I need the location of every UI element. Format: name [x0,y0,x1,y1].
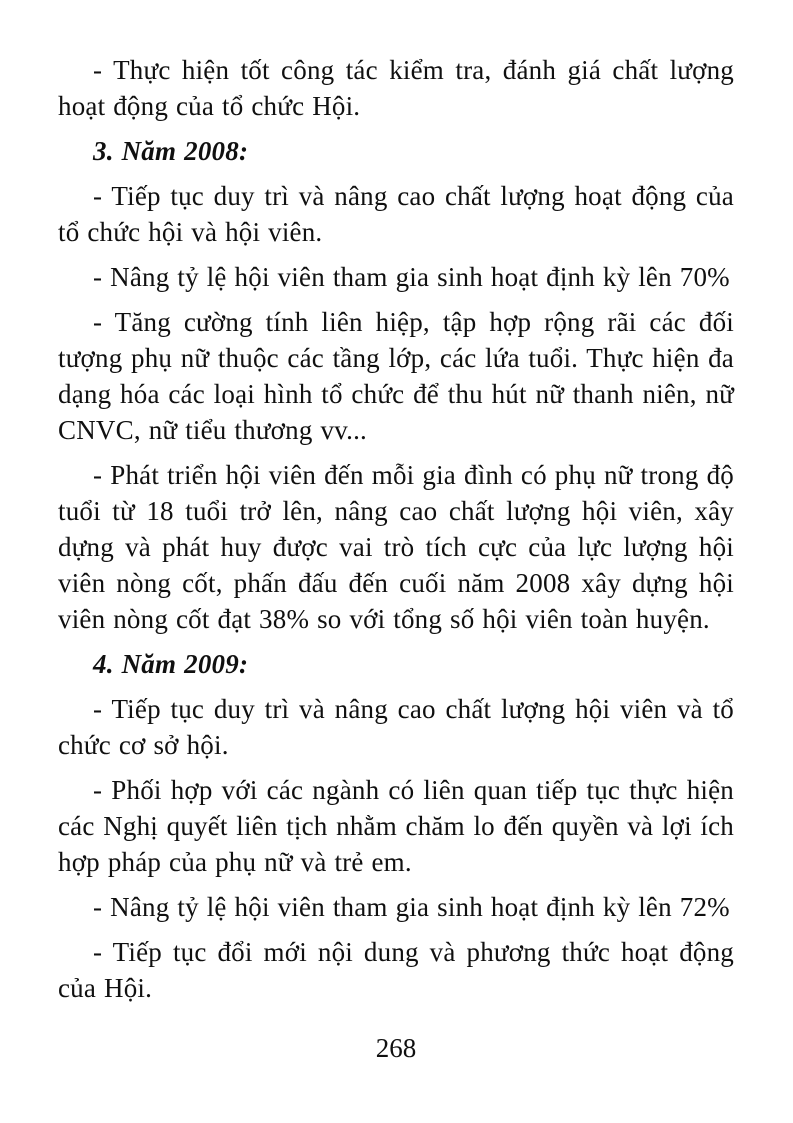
paragraph: - Phối hợp với các ngành có liên quan tiếp tục thực hiện các Nghị quyết liên tịch nhằm chăm lo đến quyền và lợi ích hợp pháp của phụ nữ và trẻ em. [58,775,734,877]
paragraph: - Tiếp tục duy trì và nâng cao chất lượng hoạt động của tổ chức hội và hội viên. [58,181,734,247]
section-heading-nam-2009: 4. Năm 2009: [93,649,249,679]
paragraph: - Tăng cường tính liên hiệp, tập hợp rộng rãi các đối tượng phụ nữ thuộc các tầng lớp, các lứa tuổi. Thực hiện đa dạng hóa các loại hình tổ chức để thu hút nữ thanh niên, nữ CNVC, nữ tiểu thương vv... [58,307,734,445]
paragraph: - Thực hiện tốt công tác kiểm tra, đánh giá chất lượng hoạt động của tổ chức Hội. [58,55,734,121]
text-block [58,52,734,1015]
paragraph: - Nâng tỷ lệ hội viên tham gia sinh hoạt định kỳ lên 72% [93,892,730,922]
paragraph: - Tiếp tục đổi mới nội dung và phương thức hoạt động của Hội. [58,937,734,1003]
paragraph: - Nâng tỷ lệ hội viên tham gia sinh hoạt định kỳ lên 70% [93,262,730,292]
section-heading-nam-2008: 3. Năm 2008: [93,136,249,166]
paragraph: - Phát triển hội viên đến mỗi gia đình có phụ nữ trong độ tuổi từ 18 tuổi trở lên, nâng cao chất lượng hội viên, xây dựng và phát huy được vai trò tích cực của lực lượng hội viên nòng cốt, phấn đấu đến cuối năm 2008 xây dựng hội viên nòng cốt đạt 38% so với tổng số hội viên toàn huyện. [58,460,734,634]
paragraph: - Tiếp tục duy trì và nâng cao chất lượng hội viên và tổ chức cơ sở hội. [58,694,734,760]
page-number: 268 [375,1033,417,1063]
